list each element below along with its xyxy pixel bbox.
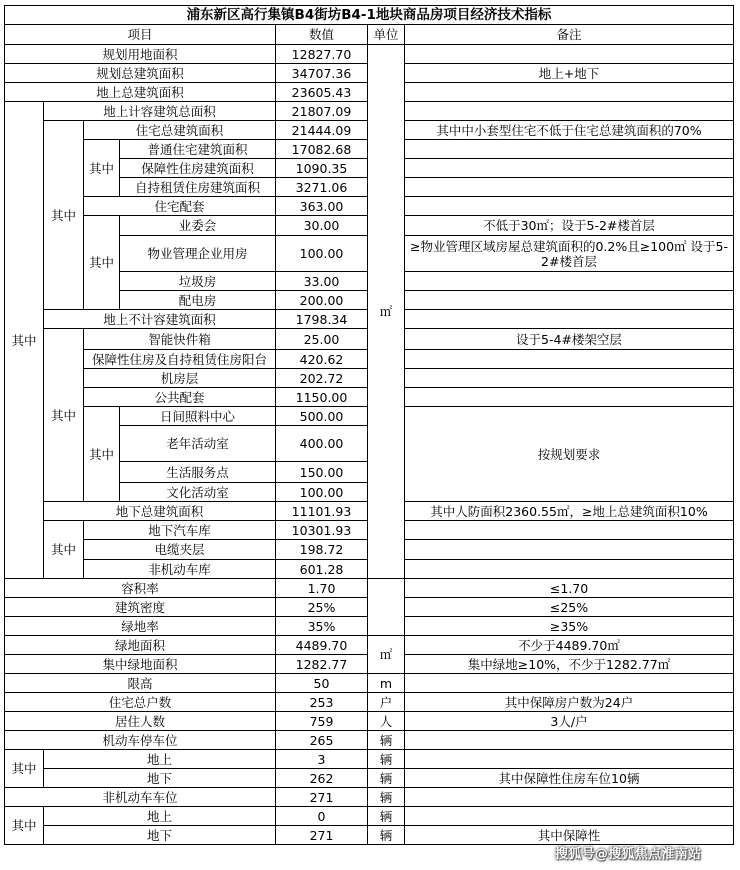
row-value: 0 (276, 807, 368, 826)
unit-sqm: ㎡ (368, 45, 405, 579)
row-note (405, 291, 734, 310)
unit-liang: 辆 (368, 788, 405, 807)
unit-liang: 辆 (368, 750, 405, 769)
row-value: 1.70 (276, 579, 368, 598)
row-label: 容积率 (4, 579, 276, 598)
unit-liang: 辆 (368, 826, 405, 845)
row-value: 271 (276, 826, 368, 845)
unit-liang: 辆 (368, 807, 405, 826)
row-value: 17082.68 (276, 140, 368, 159)
row-label: 地下汽车库 (84, 521, 276, 540)
unit-ren: 人 (368, 712, 405, 731)
row-label: 文化活动室 (120, 483, 276, 502)
row-note (405, 178, 734, 197)
row-value: 35% (276, 617, 368, 636)
group-label-qizhong: 其中 (4, 102, 44, 579)
group-label-qizhong: 其中 (84, 407, 120, 502)
row-value: 759 (276, 712, 368, 731)
row-value: 400.00 (276, 426, 368, 462)
row-value: 50 (276, 674, 368, 693)
row-label: 非机动车库 (84, 560, 276, 579)
row-note: 其中人防面积2360.55㎡，≥地上总建筑面积10% (405, 502, 734, 521)
row-note: 3人/户 (405, 712, 734, 731)
row-label: 住宅总户数 (4, 693, 276, 712)
row-value: 30.00 (276, 216, 368, 236)
group-label-qizhong: 其中 (4, 807, 44, 845)
row-label: 老年活动室 (120, 426, 276, 462)
row-value: 1798.34 (276, 310, 368, 329)
row-note: ≥物业管理区域房屋总建筑面积的0.2%且≥100㎡ 设于5-2#楼首层 (405, 236, 734, 272)
row-note (405, 102, 734, 121)
unit-liang: 辆 (368, 731, 405, 750)
row-value: 202.72 (276, 369, 368, 388)
row-label: 地下 (44, 769, 276, 788)
row-label: 住宅总建筑面积 (84, 121, 276, 140)
row-note (405, 540, 734, 560)
row-note: 按规划要求 (405, 407, 734, 502)
row-note: 其中保障性住房车位10辆 (405, 769, 734, 788)
row-value: 3271.06 (276, 178, 368, 197)
row-note (405, 83, 734, 102)
row-label: 生活服务点 (120, 462, 276, 483)
row-label: 保障性住房及自持租赁住房阳台 (84, 350, 276, 369)
row-value: 100.00 (276, 236, 368, 272)
row-value: 1282.77 (276, 655, 368, 674)
row-note (405, 388, 734, 407)
watermark-text: 搜狐号@搜狐焦点淮南站 (555, 847, 702, 862)
row-note: 集中绿地≥10%，不少于1282.77㎡ (405, 655, 734, 674)
row-note (405, 140, 734, 159)
row-note (405, 560, 734, 579)
row-label: 地下总建筑面积 (44, 502, 276, 521)
row-value: 34707.36 (276, 64, 368, 83)
header-value: 数值 (276, 25, 368, 45)
row-note (405, 310, 734, 329)
row-value: 33.00 (276, 272, 368, 291)
row-label: 绿地率 (4, 617, 276, 636)
row-value: 4489.70 (276, 636, 368, 655)
row-label: 居住人数 (4, 712, 276, 731)
table-title: 浦东新区高行集镇B4街坊B4-1地块商品房项目经济技术指标 (4, 5, 734, 25)
row-label: 日间照料中心 (120, 407, 276, 426)
row-label: 物业管理企业用房 (120, 236, 276, 272)
row-note (405, 350, 734, 369)
row-value: 100.00 (276, 483, 368, 502)
group-label-qizhong: 其中 (44, 121, 84, 310)
row-label: 地下 (44, 826, 276, 845)
header-note: 备注 (405, 25, 734, 45)
row-note (405, 159, 734, 178)
row-label: 建筑密度 (4, 598, 276, 617)
row-label: 规划用地面积 (4, 45, 276, 64)
row-note: 其中保障房户数为24户 (405, 693, 734, 712)
group-label-qizhong: 其中 (84, 216, 120, 310)
row-note (405, 272, 734, 291)
row-value: 265 (276, 731, 368, 750)
row-note (405, 807, 734, 826)
row-note (405, 750, 734, 769)
row-value: 21807.09 (276, 102, 368, 121)
header-item: 项目 (4, 25, 276, 45)
row-note (405, 45, 734, 64)
row-label: 配电房 (120, 291, 276, 310)
row-value: 271 (276, 788, 368, 807)
row-label: 地上不计容建筑面积 (44, 310, 276, 329)
row-value: 11101.93 (276, 502, 368, 521)
row-label: 电缆夹层 (84, 540, 276, 560)
unit-hu: 户 (368, 693, 405, 712)
row-note (405, 197, 734, 216)
row-label: 地上 (44, 807, 276, 826)
group-label-qizhong: 其中 (84, 140, 120, 197)
row-label: 地上总建筑面积 (4, 83, 276, 102)
row-label: 机动车停车位 (4, 731, 276, 750)
group-label-qizhong: 其中 (4, 750, 44, 788)
row-label: 地上计容建筑总面积 (44, 102, 276, 121)
row-note (405, 731, 734, 750)
row-label: 普通住宅建筑面积 (120, 140, 276, 159)
row-label: 保障性住房建筑面积 (120, 159, 276, 178)
row-label: 限高 (4, 674, 276, 693)
row-value: 10301.93 (276, 521, 368, 540)
row-value: 198.72 (276, 540, 368, 560)
row-value: 21444.09 (276, 121, 368, 140)
row-value: 500.00 (276, 407, 368, 426)
row-note: 地上+地下 (405, 64, 734, 83)
row-value: 601.28 (276, 560, 368, 579)
row-value: 12827.70 (276, 45, 368, 64)
row-note (405, 674, 734, 693)
row-note: 不少于4489.70㎡ (405, 636, 734, 655)
row-note (405, 788, 734, 807)
row-value: 420.62 (276, 350, 368, 369)
row-value: 1090.35 (276, 159, 368, 178)
unit-liang: 辆 (368, 769, 405, 788)
unit-sqm: ㎡ (368, 636, 405, 674)
row-label: 自持租赁住房建筑面积 (120, 178, 276, 197)
row-value: 1150.00 (276, 388, 368, 407)
row-value: 253 (276, 693, 368, 712)
unit-m: m (368, 674, 405, 693)
row-value: 150.00 (276, 462, 368, 483)
row-label: 规划总建筑面积 (4, 64, 276, 83)
row-label: 机房层 (84, 369, 276, 388)
row-label: 地上 (44, 750, 276, 769)
group-label-qizhong: 其中 (44, 521, 84, 579)
row-value: 262 (276, 769, 368, 788)
row-value: 363.00 (276, 197, 368, 216)
row-label: 智能快件箱 (84, 329, 276, 350)
row-value: 200.00 (276, 291, 368, 310)
row-label: 绿地面积 (4, 636, 276, 655)
row-label: 住宅配套 (84, 197, 276, 216)
row-value: 25% (276, 598, 368, 617)
row-label: 业委会 (120, 216, 276, 236)
row-value: 3 (276, 750, 368, 769)
row-note: ≥35% (405, 617, 734, 636)
row-note: ≤1.70 (405, 579, 734, 598)
row-note: ≤25% (405, 598, 734, 617)
row-note (405, 369, 734, 388)
row-label: 集中绿地面积 (4, 655, 276, 674)
group-label-qizhong: 其中 (44, 329, 84, 502)
row-note: 其中中小套型住宅不低于住宅总建筑面积的70% (405, 121, 734, 140)
row-value: 25.00 (276, 329, 368, 350)
row-value: 23605.43 (276, 83, 368, 102)
row-note: 其中保障性 (405, 826, 734, 845)
header-unit: 单位 (368, 25, 405, 45)
row-note: 设于5-4#楼架空层 (405, 329, 734, 350)
row-label: 公共配套 (84, 388, 276, 407)
row-note (405, 521, 734, 540)
unit-blank (368, 579, 405, 636)
row-label: 垃圾房 (120, 272, 276, 291)
row-note: 不低于30㎡；设于5-2#楼首层 (405, 216, 734, 236)
row-label: 非机动车车位 (4, 788, 276, 807)
